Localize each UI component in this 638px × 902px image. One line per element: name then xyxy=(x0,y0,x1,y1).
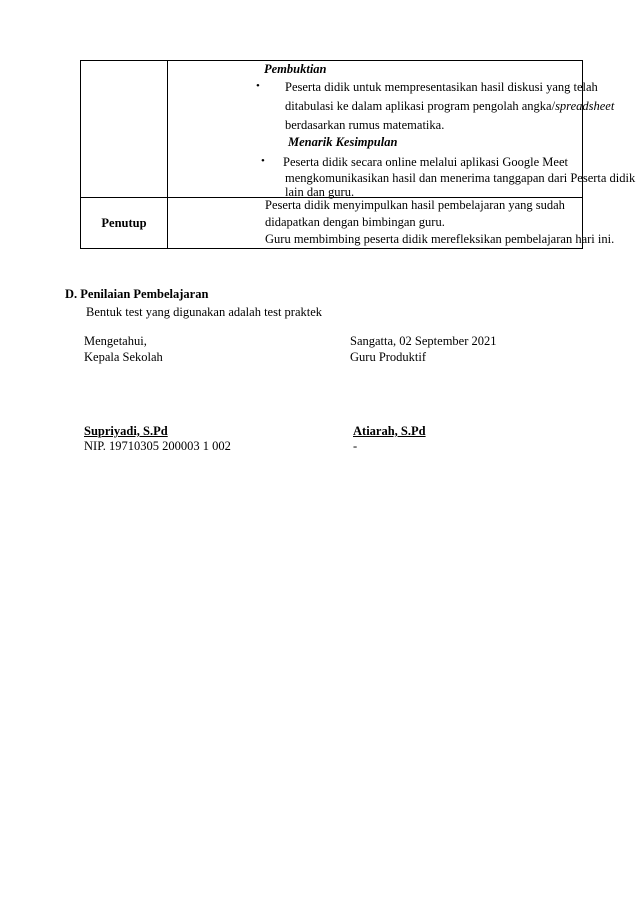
kesimpulan-line-2: mengkomunikasikan hasil dan menerima tanggapan dari Peserta didik xyxy=(285,171,636,185)
section-d-text: Bentuk test yang digunakan adalah test praktek xyxy=(86,305,323,319)
bullet-icon: • xyxy=(261,155,265,167)
pembuktian-line-2: ditabulasi ke dalam aplikasi program pengolah angka/spreadsheet xyxy=(285,99,615,113)
sign-right-line-2: Guru Produktif xyxy=(350,350,427,364)
section-d-title: D. Penilaian Pembelajaran xyxy=(65,287,209,301)
sign-left-nip: NIP. 19710305 200003 1 002 xyxy=(84,439,231,453)
table-cell-label xyxy=(81,61,168,198)
penutup-line-3: Guru membimbing peserta didik merefleksikan pembelajaran hari ini. xyxy=(265,232,615,246)
bullet-icon: • xyxy=(256,80,260,92)
sign-left-name: Supriyadi, S.Pd xyxy=(84,424,168,438)
lesson-activity-table xyxy=(80,60,636,249)
table-cell-content xyxy=(168,61,636,199)
table-row xyxy=(81,198,583,249)
sign-right-name: Atiarah, S.Pd xyxy=(353,424,426,438)
table-row xyxy=(81,61,583,198)
kesimpulan-line-3: lain dan guru. xyxy=(285,185,355,199)
sign-left-line-1: Mengetahui, xyxy=(84,334,147,348)
penutup-line-1: Peserta didik menyimpulkan hasil pembelajaran yang sudah xyxy=(265,198,565,212)
penutup-label: Penutup xyxy=(81,198,168,249)
pembuktian-line-1: Peserta didik untuk mempresentasikan hasil diskusi yang telah xyxy=(285,80,598,94)
kesimpulan-line-1: Peserta didik secara online melalui aplikasi Google Meet xyxy=(283,155,568,169)
sign-right-nip: - xyxy=(353,439,358,453)
kesimpulan-heading: Menarik Kesimpulan xyxy=(288,135,398,149)
table-cell-content xyxy=(168,198,615,249)
pembuktian-heading: Pembuktian xyxy=(264,62,327,76)
pembuktian-line-3: berdasarkan rumus matematika. xyxy=(285,118,445,132)
sign-left-line-2: Kepala Sekolah xyxy=(84,350,163,364)
penutup-line-2: didapatkan dengan bimbingan guru. xyxy=(265,215,445,229)
sign-right-line-1: Sangatta, 02 September 2021 xyxy=(350,334,497,348)
